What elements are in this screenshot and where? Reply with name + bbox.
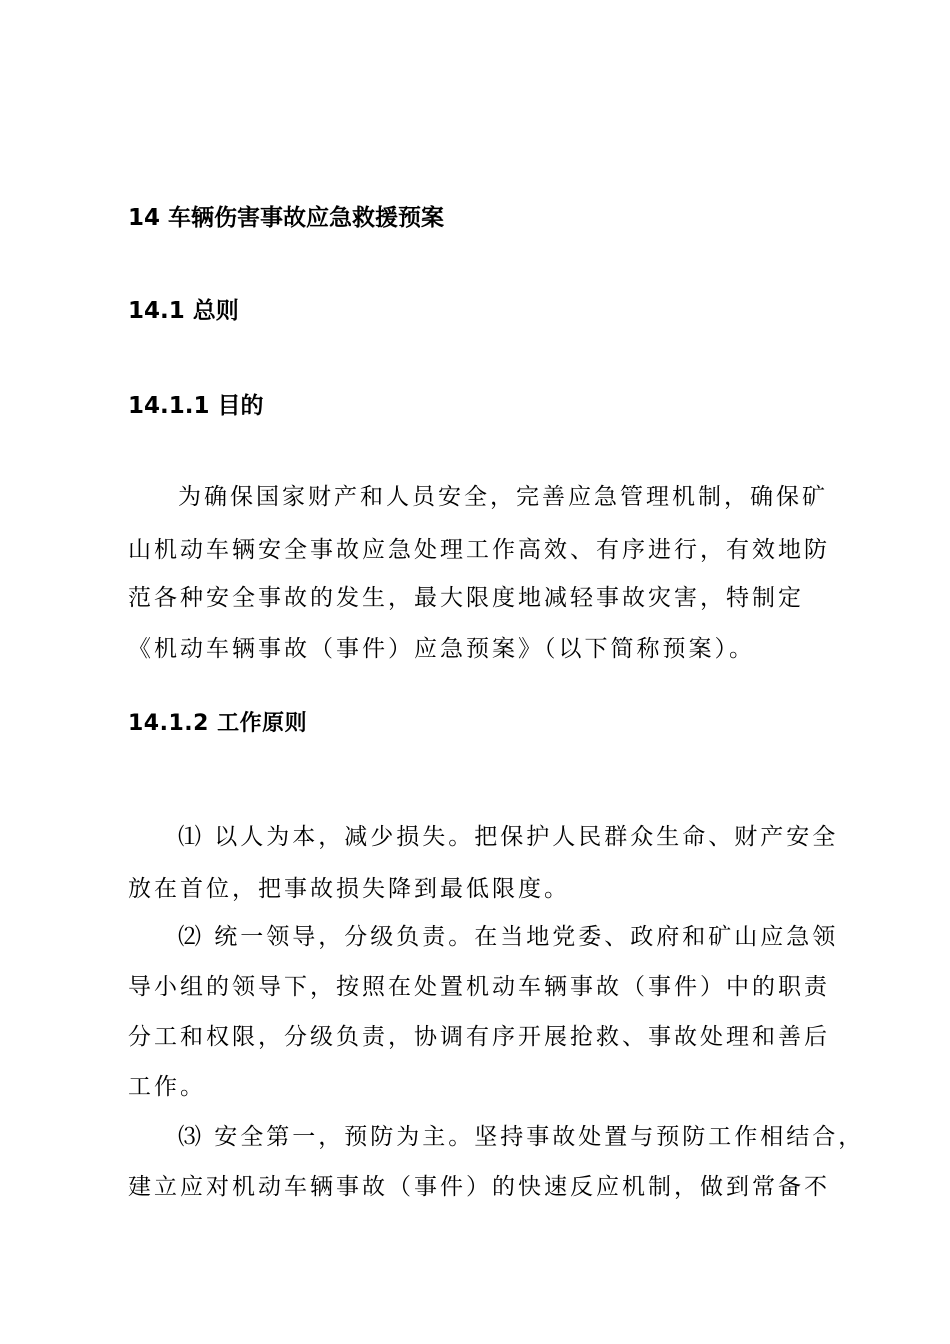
paragraph-line: 为确保国家财产和人员安全，完善应急管理机制，确保矿 bbox=[178, 484, 828, 510]
paragraph-line: 《机动车辆事故（事件）应急预案》（以下简称预案）。 bbox=[128, 636, 755, 662]
section-heading-general: 14.1 总则 bbox=[128, 298, 239, 324]
paragraph-line: ⑴ 以人为本，减少损失。把保护人民群众生命、财产安全 bbox=[178, 824, 839, 850]
paragraph-line: ⑶ 安全第一，预防为主。坚持事故处置与预防工作相结合， bbox=[178, 1124, 865, 1150]
paragraph-line: ⑵ 统一领导，分级负责。在当地党委、政府和矿山应急领 bbox=[178, 924, 839, 950]
section-heading-purpose: 14.1.1 目的 bbox=[128, 393, 264, 419]
paragraph-line: 山机动车辆安全事故应急处理工作高效、有序进行，有效地防 bbox=[128, 537, 830, 563]
paragraph-line: 放在首位，把事故损失降到最低限度。 bbox=[128, 876, 570, 902]
paragraph-line: 分工和权限，分级负责，协调有序开展抢救、事故处理和善后 bbox=[128, 1024, 830, 1050]
document-title: 14 车辆伤害事故应急救援预案 bbox=[128, 205, 445, 231]
paragraph-line: 工作。 bbox=[128, 1074, 206, 1100]
paragraph-line: 导小组的领导下，按照在处置机动车辆事故（事件）中的职责 bbox=[128, 974, 830, 1000]
section-heading-principles: 14.1.2 工作原则 bbox=[128, 711, 308, 736]
paragraph-line: 建立应对机动车辆事故（事件）的快速反应机制，做到常备不 bbox=[128, 1174, 830, 1200]
paragraph-line: 范各种安全事故的发生，最大限度地减轻事故灾害，特制定 bbox=[128, 585, 804, 611]
